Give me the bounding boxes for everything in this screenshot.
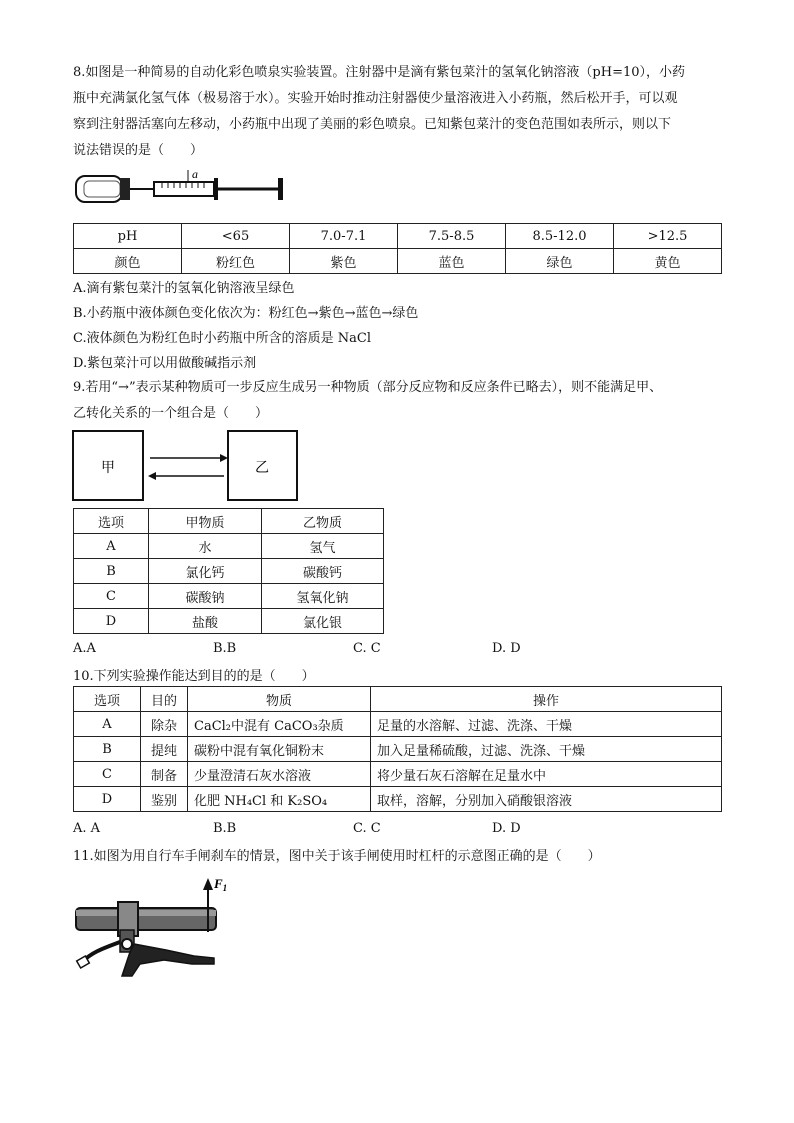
q10-table bbox=[73, 686, 722, 812]
table-row bbox=[74, 737, 722, 762]
table-row bbox=[74, 584, 384, 609]
table-cell: 提纯 bbox=[141, 737, 188, 762]
table-cell: A bbox=[74, 534, 149, 559]
q9-answer-a: A.A bbox=[73, 641, 96, 656]
q8-line-2: 瓶中充满氯化氢气体（极易溶于水）。实验开始时推动注射器使少量溶液进入小药瓶，然后松开手，可以观 bbox=[73, 91, 678, 106]
table-cell: 鉴别 bbox=[141, 787, 188, 812]
table-cell: 除杂 bbox=[141, 712, 188, 737]
table-cell: 绿色 bbox=[506, 249, 614, 274]
table-cell: A bbox=[74, 712, 141, 737]
table-row bbox=[74, 787, 722, 812]
table-cell: D bbox=[74, 787, 141, 812]
table-cell: 氯化钙 bbox=[149, 559, 262, 584]
table-cell: 氢氧化钠 bbox=[262, 584, 384, 609]
table-cell: 物质 bbox=[188, 687, 371, 712]
q9-answer-b: B.B bbox=[213, 641, 237, 656]
table-row bbox=[74, 534, 384, 559]
table-cell: 将少量石灰石溶解在足量水中 bbox=[371, 762, 722, 787]
force-label: F bbox=[214, 876, 223, 891]
table-cell: B bbox=[74, 559, 149, 584]
table-cell: 颜色 bbox=[74, 249, 182, 274]
table-cell: 足量的水溶解、过滤、洗涤、干燥 bbox=[371, 712, 722, 737]
table-cell: CaCl₂中混有 CaCO₃杂质 bbox=[188, 712, 371, 737]
table-cell: 粉红色 bbox=[182, 249, 290, 274]
q8-option-a: A.滴有紫包菜汁的氢氧化钠溶液呈绿色 bbox=[73, 281, 295, 296]
syringe-apparatus-figure bbox=[74, 164, 289, 210]
q10-answer-a: A. A bbox=[73, 821, 101, 836]
table-cell: 目的 bbox=[141, 687, 188, 712]
table-cell: B bbox=[74, 737, 141, 762]
force-subscript: 1 bbox=[222, 883, 228, 893]
q8-line-4: 说法错误的是（ ） bbox=[73, 143, 204, 158]
table-cell: 水 bbox=[149, 534, 262, 559]
q9-answer-c: C. C bbox=[353, 641, 381, 656]
table-cell: D bbox=[74, 609, 149, 634]
table-row bbox=[74, 509, 384, 534]
table-cell: pH bbox=[74, 224, 182, 249]
table-row bbox=[74, 712, 722, 737]
table-row bbox=[74, 559, 384, 584]
table-cell: 氯化银 bbox=[262, 609, 384, 634]
table-cell: 蓝色 bbox=[398, 249, 506, 274]
q8-line-1: 8.如图是一种简易的自动化彩色喷泉实验装置。注射器中是滴有紫包菜汁的氢氧化钠溶液（pH=10），小药 bbox=[73, 65, 685, 80]
q8-line-3: 察到注射器活塞向左移动，小药瓶中出现了美丽的彩色喷泉。已知紫包菜汁的变色范围如表所示，则以下 bbox=[73, 117, 672, 132]
table-cell: 盐酸 bbox=[149, 609, 262, 634]
table-cell: >12.5 bbox=[614, 224, 722, 249]
table-cell: C bbox=[74, 762, 141, 787]
table-cell: 操作 bbox=[371, 687, 722, 712]
table-cell: 碳粉中混有氧化铜粉末 bbox=[188, 737, 371, 762]
table-cell: <65 bbox=[182, 224, 290, 249]
q9-line-2: 乙转化关系的一个组合是（ ） bbox=[73, 406, 269, 421]
table-row bbox=[74, 224, 722, 249]
table-cell: 乙物质 bbox=[262, 509, 384, 534]
table-cell: 7.5-8.5 bbox=[398, 224, 506, 249]
table-cell: 碳酸钙 bbox=[262, 559, 384, 584]
syringe-label: a bbox=[192, 167, 198, 181]
table-cell: 加入足量稀硫酸，过滤、洗涤、干燥 bbox=[371, 737, 722, 762]
q9-stem bbox=[73, 375, 723, 427]
table-cell: 选项 bbox=[74, 509, 149, 534]
box-jia: 甲 bbox=[101, 460, 115, 476]
q9-answer-d: D. D bbox=[492, 641, 521, 656]
bicycle-brake-figure bbox=[74, 872, 228, 982]
table-cell: 甲物质 bbox=[149, 509, 262, 534]
table-cell: 少量澄清石灰水溶液 bbox=[188, 762, 371, 787]
q8-stem bbox=[73, 60, 723, 164]
table-cell: 化肥 NH₄Cl 和 K₂SO₄ bbox=[188, 787, 371, 812]
conversion-diagram bbox=[72, 430, 300, 502]
table-cell: 7.0-7.1 bbox=[290, 224, 398, 249]
table-cell: 碳酸钠 bbox=[149, 584, 262, 609]
q10-stem: 10.下列实验操作能达到目的的是（ ） bbox=[73, 669, 315, 684]
table-cell: 紫色 bbox=[290, 249, 398, 274]
table-cell: C bbox=[74, 584, 149, 609]
box-yi: 乙 bbox=[255, 460, 269, 476]
ph-color-table bbox=[73, 223, 722, 274]
table-row bbox=[74, 762, 722, 787]
table-row bbox=[74, 609, 384, 634]
table-cell: 取样，溶解，分别加入硝酸银溶液 bbox=[371, 787, 722, 812]
q10-answer-b: B.B bbox=[213, 821, 237, 836]
table-row bbox=[74, 249, 722, 274]
q11-stem: 11.如图为用自行车手闸刹车的情景，图中关于该手闸使用时杠杆的示意图正确的是（ ） bbox=[73, 849, 601, 864]
q9-line-1: 9.若用“→”表示某种物质可一步反应生成另一种物质（部分反应物和反应条件已略去），则不能满足甲、 bbox=[73, 380, 663, 395]
table-cell: 氢气 bbox=[262, 534, 384, 559]
q8-option-c: C.液体颜色为粉红色时小药瓶中所含的溶质是 NaCl bbox=[73, 331, 371, 346]
q8-option-b: B.小药瓶中液体颜色变化依次为：粉红色→紫色→蓝色→绿色 bbox=[73, 306, 419, 321]
table-cell: 制备 bbox=[141, 762, 188, 787]
q9-table bbox=[73, 508, 384, 634]
table-cell: 选项 bbox=[74, 687, 141, 712]
q8-option-d: D.紫包菜汁可以用做酸碱指示剂 bbox=[73, 356, 257, 371]
q10-answer-d: D. D bbox=[492, 821, 521, 836]
q10-answer-c: C. C bbox=[353, 821, 381, 836]
svg-text:F1 bbox=[213, 876, 227, 893]
table-cell: 8.5-12.0 bbox=[506, 224, 614, 249]
table-cell: 黄色 bbox=[614, 249, 722, 274]
table-row bbox=[74, 687, 722, 712]
